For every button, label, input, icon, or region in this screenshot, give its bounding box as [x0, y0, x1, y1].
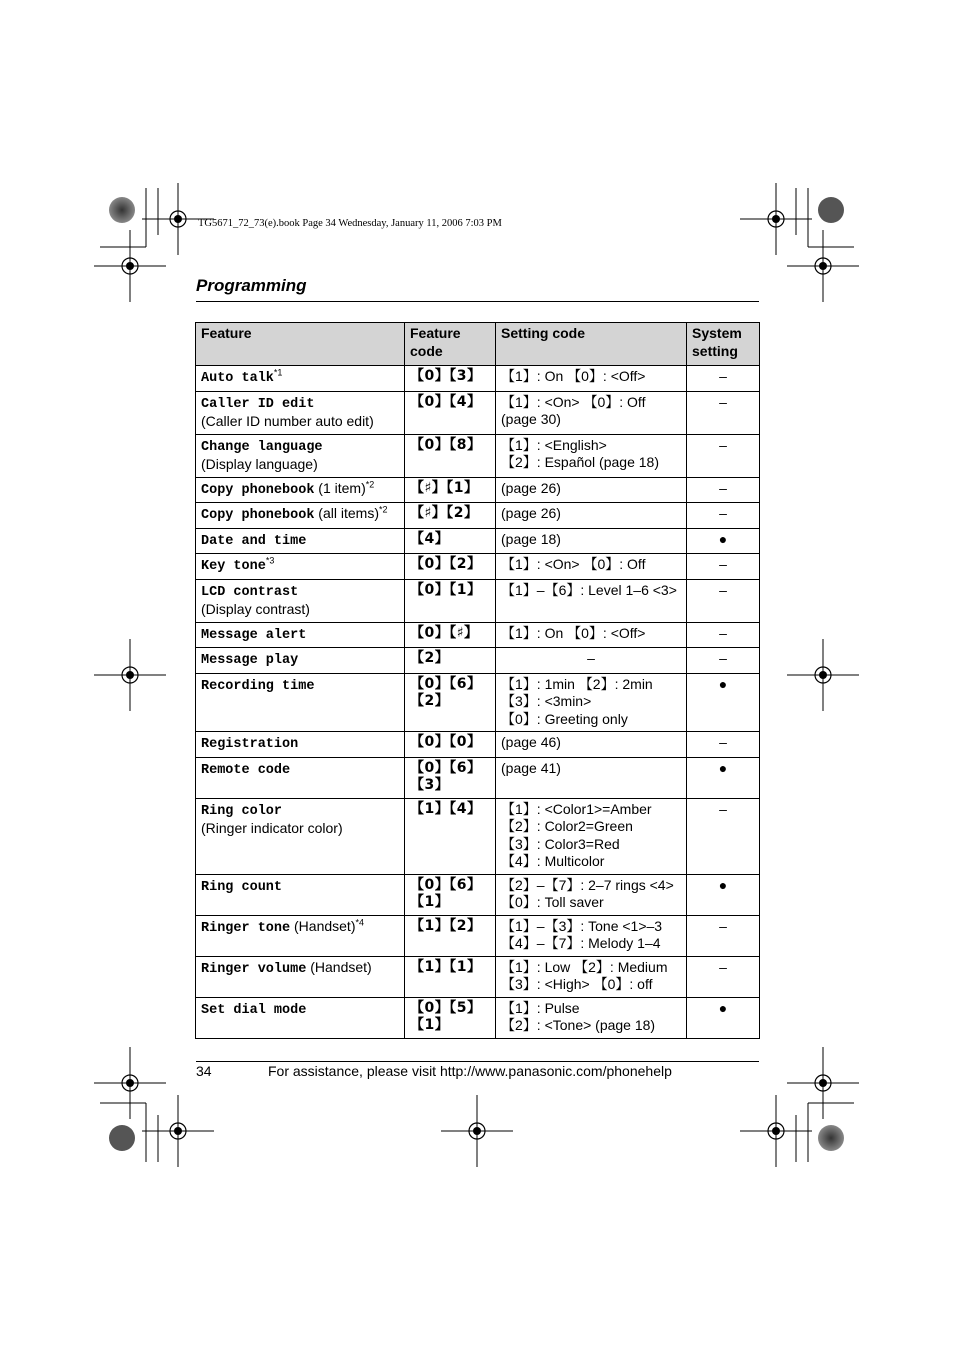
feature-cell: [196, 391, 405, 434]
system-setting-cell: –: [687, 366, 760, 392]
setting-line: 【1】: Pulse: [501, 999, 580, 1016]
system-setting-cell: –: [687, 434, 760, 477]
footnote-marker: *3: [265, 555, 275, 566]
header-setting-code: Setting code: [496, 323, 687, 366]
feature-name: Ringer volume: [201, 961, 307, 977]
feature-cell: [196, 732, 405, 758]
setting-line: (page 30): [501, 411, 561, 427]
feature-name: Key tone: [201, 559, 266, 574]
setting-code-cell: [496, 915, 687, 956]
setting-code-cell: [496, 622, 687, 648]
feature-cell: [196, 956, 405, 997]
feature-code-cell: 【2】: [405, 648, 496, 674]
setting-line: 【1】–【6】: Level 1–6 <3>: [501, 581, 677, 598]
feature-cell: [196, 503, 405, 529]
setting-code-cell: [496, 477, 687, 503]
setting-line: (page 41): [501, 759, 561, 776]
system-setting-cell: –: [687, 579, 760, 622]
feature-code-cell: 【0】【3】: [405, 366, 496, 392]
feature-cell: [196, 579, 405, 622]
setting-code-cell: [496, 503, 687, 529]
table-body: [196, 366, 760, 1039]
system-setting-cell: –: [687, 915, 760, 956]
feature-cell: [196, 673, 405, 732]
setting-code-cell: [496, 798, 687, 874]
feature-cell: [196, 874, 405, 915]
feature-name: Ring count: [201, 879, 283, 895]
setting-line: 【2】–【7】: 2–7 rings <4>: [501, 876, 674, 893]
table-header-row: [196, 323, 760, 366]
setting-code-cell: [496, 434, 687, 477]
system-setting-cell: –: [687, 648, 760, 674]
setting-code-cell: [496, 391, 687, 434]
feature-cell: [196, 757, 405, 798]
feature-note: (Display language): [201, 456, 318, 472]
feature-name: Recording time: [201, 678, 315, 694]
system-setting-cell: ●: [687, 874, 760, 915]
feature-note: (Display contrast): [201, 601, 310, 617]
setting-line: 【1】: <On> 【0】: Off: [501, 556, 646, 572]
footnote-marker: *2: [365, 478, 375, 489]
system-setting-cell: ●: [687, 673, 760, 732]
table-row: [196, 391, 760, 434]
feature-cell: [196, 648, 405, 674]
setting-line: 【2】: Español (page 18): [501, 454, 659, 470]
setting-line: –: [587, 650, 595, 666]
setting-code-cell: [496, 366, 687, 392]
feature-cell: [196, 915, 405, 956]
feature-code-cell: 【0】【1】: [405, 579, 496, 622]
table-row: [196, 757, 760, 798]
setting-line: 【2】: Color2=Green: [501, 818, 633, 834]
feature-name: Copy phonebook: [201, 482, 315, 498]
setting-line: 【1】–【3】: Tone <1>–3: [501, 917, 663, 934]
section-title: Programming: [196, 276, 307, 295]
feature-cell: [196, 477, 405, 503]
setting-line: 【1】: On 【0】: <Off>: [501, 624, 646, 641]
setting-line: 【1】: <English>: [501, 436, 607, 453]
header-system-setting: System setting: [687, 323, 760, 366]
setting-line: (page 18): [501, 530, 561, 547]
system-setting-cell: –: [687, 732, 760, 758]
setting-line: (page 46): [501, 734, 561, 750]
feature-code-cell: 【1】【2】: [405, 915, 496, 956]
feature-code-cell: 【1】【4】: [405, 798, 496, 874]
feature-cell: [196, 434, 405, 477]
feature-code-cell: 【♯】【2】: [405, 503, 496, 529]
feature-cell: [196, 366, 405, 392]
system-setting-cell: –: [687, 391, 760, 434]
footnote-marker: *1: [273, 367, 283, 378]
feature-cell: [196, 997, 405, 1038]
system-setting-cell: –: [687, 503, 760, 529]
feature-name: Ring color: [201, 803, 283, 819]
setting-code-cell: [496, 997, 687, 1038]
table-row: [196, 434, 760, 477]
print-info-line: TG5671_72_73(e).book Page 34 Wednesday, January 11, 2006 7:03 PM: [198, 218, 502, 229]
setting-line: 【1】: <On> 【0】: Off: [501, 393, 646, 410]
feature-name: Auto talk: [201, 371, 274, 386]
feature-inline-note: (Handset): [306, 958, 372, 975]
table-row: [196, 956, 760, 997]
setting-code-cell: [496, 874, 687, 915]
setting-code-cell: [496, 648, 687, 674]
feature-name: LCD contrast: [201, 584, 299, 600]
feature-name: Date and time: [201, 533, 307, 549]
feature-code-cell: 【0】【4】: [405, 391, 496, 434]
table-row: [196, 622, 760, 648]
setting-code-cell: [496, 579, 687, 622]
feature-code-cell: 【0】【♯】: [405, 622, 496, 648]
feature-inline-note: (1 item): [314, 479, 366, 496]
feature-code-cell: 【0】【6】【3】: [405, 757, 496, 798]
setting-line: 【3】: <3min>: [501, 693, 592, 709]
setting-code-cell: [496, 673, 687, 732]
table-row: [196, 915, 760, 956]
setting-line: 【1】: Low 【2】: Medium: [501, 958, 668, 975]
feature-note: (Caller ID number auto edit): [201, 413, 374, 429]
feature-cell: [196, 528, 405, 554]
setting-code-cell: [496, 554, 687, 580]
footer-text: For assistance, please visit http://www.panasonic.com/phonehelp: [268, 1063, 672, 1079]
setting-code-cell: [496, 528, 687, 554]
system-setting-cell: –: [687, 477, 760, 503]
feature-name: Remote code: [201, 762, 291, 778]
feature-name: Ringer tone: [201, 920, 291, 936]
setting-line: 【4】: Multicolor: [501, 853, 605, 869]
system-setting-cell: ●: [687, 997, 760, 1038]
system-setting-cell: –: [687, 622, 760, 648]
feature-code-cell: 【0】【6】【1】: [405, 874, 496, 915]
setting-code-cell: [496, 757, 687, 798]
table-row: [196, 997, 760, 1038]
footnote-marker: *2: [378, 504, 388, 515]
table-row: [196, 579, 760, 622]
footer-rule: [196, 1061, 759, 1062]
setting-line: 【3】: <High> 【0】: off: [501, 976, 653, 992]
system-setting-cell: –: [687, 956, 760, 997]
table-row: [196, 798, 760, 874]
setting-line: 【1】: 1min 【2】: 2min: [501, 675, 653, 692]
table-row: [196, 477, 760, 503]
table-row: [196, 673, 760, 732]
color-bar-icon: [109, 197, 135, 223]
setting-line: 【1】: On 【0】: <Off>: [501, 368, 646, 384]
feature-cell: [196, 554, 405, 580]
table-row: [196, 874, 760, 915]
feature-code-cell: 【0】【8】: [405, 434, 496, 477]
table-row: [196, 528, 760, 554]
feature-code-cell: 【0】【2】: [405, 554, 496, 580]
feature-name: Message alert: [201, 627, 307, 643]
setting-code-cell: [496, 956, 687, 997]
table-row: [196, 554, 760, 580]
feature-table: [195, 322, 760, 1039]
feature-name: Caller ID edit: [201, 396, 315, 412]
table-row: [196, 366, 760, 392]
feature-code-cell: 【0】【6】【2】: [405, 673, 496, 732]
feature-note: (Ringer indicator color): [201, 820, 343, 836]
feature-name: Change language: [201, 439, 323, 455]
setting-line: 【1】: <Color1>=Amber: [501, 800, 652, 817]
system-setting-cell: –: [687, 798, 760, 874]
feature-name: Message play: [201, 653, 299, 668]
page-number: 34: [196, 1063, 212, 1079]
feature-name: Copy phonebook: [201, 508, 315, 523]
system-setting-cell: ●: [687, 528, 760, 554]
footnote-marker: *4: [355, 916, 364, 927]
system-setting-cell: ●: [687, 757, 760, 798]
setting-code-cell: [496, 732, 687, 758]
header-feature: Feature: [196, 323, 405, 366]
feature-code-cell: 【♯】【1】: [405, 477, 496, 503]
table-row: [196, 732, 760, 758]
system-setting-cell: –: [687, 554, 760, 580]
feature-code-cell: 【1】【1】: [405, 956, 496, 997]
feature-code-cell: 【0】【5】【1】: [405, 997, 496, 1038]
setting-line: (page 26): [501, 479, 561, 496]
feature-code-cell: 【4】: [405, 528, 496, 554]
setting-line: 【3】: Color3=Red: [501, 835, 620, 852]
feature-cell: [196, 622, 405, 648]
setting-line: 【0】: Toll saver: [501, 894, 604, 910]
setting-line: 【2】: <Tone> (page 18): [501, 1017, 656, 1033]
setting-line: 【0】: Greeting only: [501, 710, 628, 727]
feature-cell: [196, 798, 405, 874]
feature-inline-note: (all items): [314, 505, 379, 521]
feature-name: Registration: [201, 737, 299, 752]
setting-line: (page 26): [501, 505, 561, 521]
table-row: [196, 648, 760, 674]
table-row: [196, 503, 760, 529]
setting-line: 【4】–【7】: Melody 1–4: [501, 935, 661, 951]
feature-code-cell: 【0】【0】: [405, 732, 496, 758]
header-rule: [196, 301, 759, 302]
header-feature-code: Feature code: [405, 323, 496, 366]
feature-inline-note: (Handset): [290, 917, 356, 934]
feature-name: Set dial mode: [201, 1002, 307, 1018]
